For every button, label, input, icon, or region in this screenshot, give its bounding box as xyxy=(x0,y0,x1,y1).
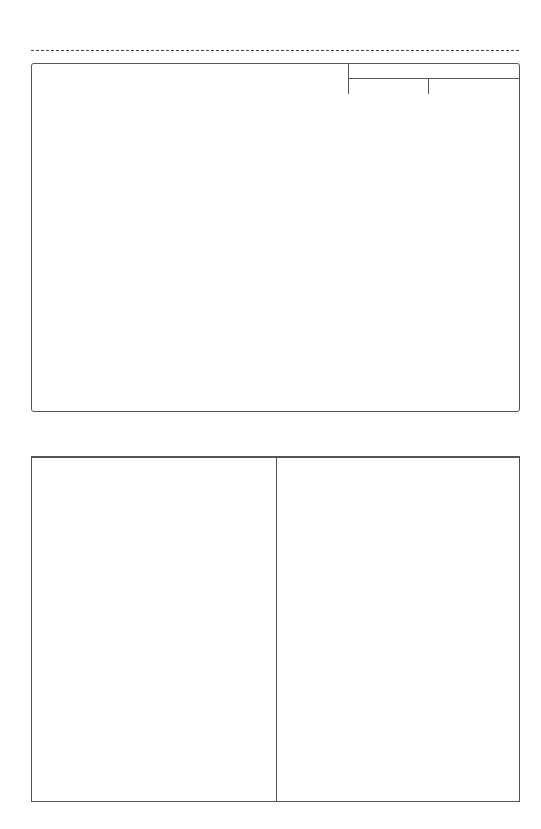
men-column xyxy=(32,457,276,458)
international-size-table xyxy=(31,456,520,802)
british-header xyxy=(348,79,428,95)
men-label xyxy=(32,457,276,458)
women-column xyxy=(276,457,520,801)
women-label xyxy=(277,457,520,458)
weights-measures-table xyxy=(31,63,520,412)
metric-header xyxy=(428,79,519,95)
dashed-divider xyxy=(31,50,519,51)
main-column-header xyxy=(32,64,348,94)
approx-header xyxy=(348,64,519,79)
